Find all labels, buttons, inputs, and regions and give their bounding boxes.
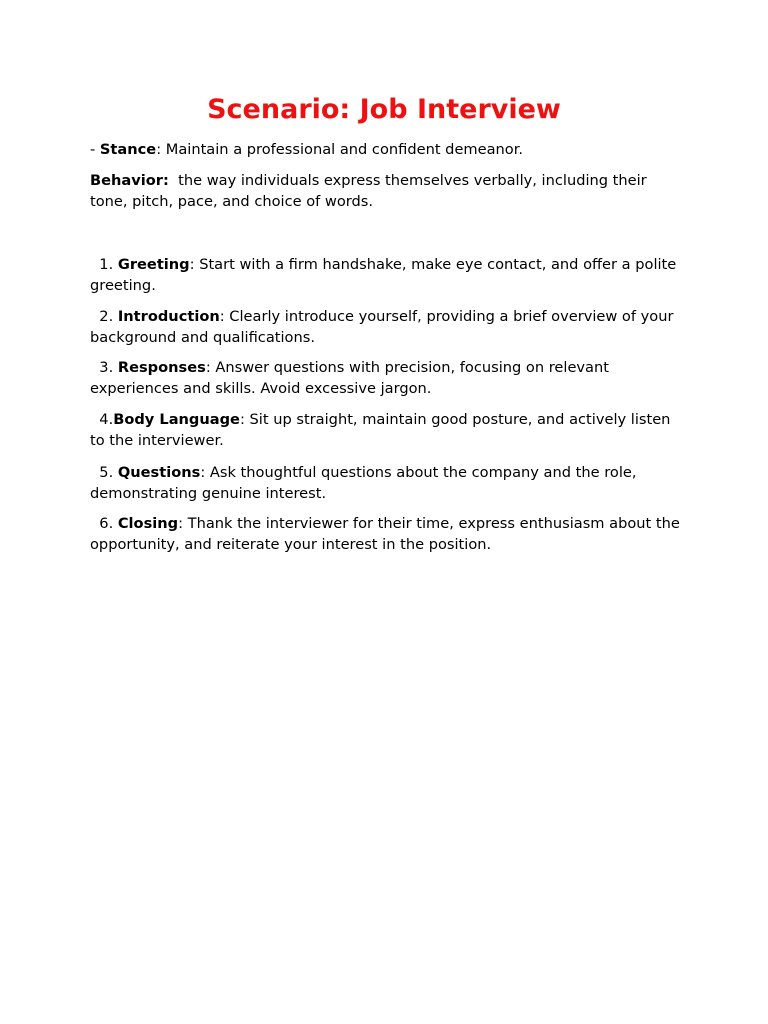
list-item-number: 6.: [90, 515, 118, 532]
list-item-text: : Clearly introduce yourself, providing a brief overview of your background and qualifications.: [90, 308, 674, 346]
list-item-questions: [90, 462, 680, 504]
list-item-introduction: [90, 306, 680, 348]
list-item-label: Introduction: [117, 308, 220, 325]
list-item-number: 2.: [90, 308, 118, 325]
stance-text: : Maintain a professional and confident demeanor.: [156, 141, 524, 158]
list-item-number: 3.: [90, 359, 118, 376]
stance-label: Stance: [99, 141, 157, 158]
list-item-label: Responses: [117, 359, 206, 376]
behavior-label: Behavior:: [90, 172, 169, 189]
page-title: Scenario: Job Interview: [207, 94, 561, 125]
list-item-text: : Start with a firm handshake, make eye contact, and offer a polite greeting.: [90, 256, 677, 294]
behavior-line: [90, 170, 680, 212]
list-item-label: Body Language: [113, 411, 240, 428]
list-item-label: Greeting: [117, 256, 190, 273]
list-item-text: : Ask thoughtful questions about the company and the role, demonstrating genuine interest.: [90, 464, 637, 502]
list-item-text: : Thank the interviewer for their time, express enthusiasm about the opportunity, and reiterate your interest in the position.: [90, 515, 680, 553]
list-item-number: 1.: [90, 256, 118, 273]
list-item-responses: [90, 357, 680, 399]
list-item-greeting: [90, 254, 680, 296]
list-item-text: : Sit up straight, maintain good posture, and actively listen to the interviewer.: [90, 411, 671, 449]
list-item-number: 5.: [90, 464, 118, 481]
behavior-text: the way individuals express themselves verbally, including their tone, pitch, pace, and choice of words.: [90, 172, 652, 210]
list-item-label: Questions: [117, 464, 201, 481]
list-item-text: : Answer questions with precision, focusing on relevant experiences and skills. Avoid excessive jargon.: [90, 359, 609, 397]
stance-line: [90, 139, 680, 160]
list-item-closing: [90, 513, 680, 555]
list-item-number: 4.: [90, 411, 114, 428]
list-item-label: Closing: [117, 515, 179, 532]
stance-prefix: -: [90, 141, 100, 158]
list-item-body-language: [90, 409, 680, 451]
